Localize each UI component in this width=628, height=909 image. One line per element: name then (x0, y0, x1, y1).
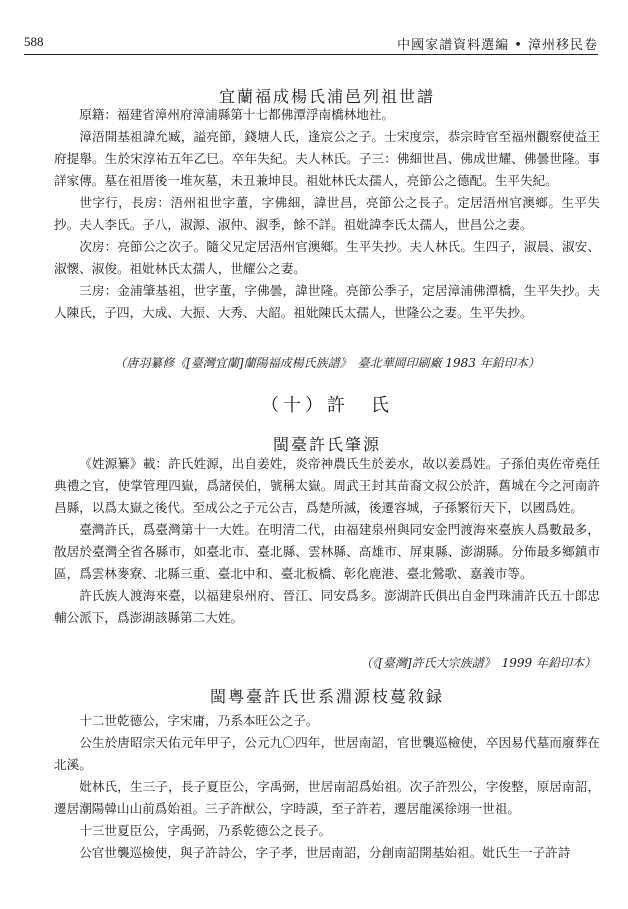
paragraph: 十三世夏臣公，字禹弼，乃系乾德公之長子。 (79, 823, 332, 838)
chapter-heading-block (54, 391, 600, 417)
section-yang-body (54, 104, 600, 324)
paragraph: 臺灣許氏，爲臺灣第十一大姓。在明清二代，由福建泉州與同安金門渡海來臺族人爲數最多，散居於臺灣全省各縣市，如臺北市、臺北縣、雲林縣、高雄市、屏東縣、澎湖縣。分佈最多鄉鎮市區，爲雲林麥寮、北縣三重、臺北中和、臺北板橋、彰化鹿港、臺北鶯歌、嘉義市等。 (54, 522, 600, 581)
section-xu-lineage-title (54, 684, 600, 707)
paragraph: 《姓源纂》載：許氏姓源，出自姜姓，炎帝神農氏生於姜水，故以姜爲姓。子孫伯夷佐帝堯任典禮之官，使掌管理四嶽，爲諸侯伯，號稱太嶽。周武王封其苗裔文叔公於許，舊城在今之河南許昌縣，以爲太嶽之後代。至成公之子元公吉，爲楚所滅，後遷容城，子孫繁衍天下，以國爲姓。 (54, 456, 600, 515)
paragraph: 許氏族人渡海來臺，以福建泉州府、晉江、同安爲多。澎湖許氏俱出自金門珠浦許氏五十郎忠輔公派下，爲澎湖該縣第二大姓。 (54, 588, 600, 625)
section-xu-origin-title (54, 432, 600, 455)
book-title: 中國家譜資料選編 • 漳州移民卷 (397, 38, 598, 53)
paragraph: 公生於唐昭宗天佑元年甲子，公元九〇四年，世居南詔，官世襲巡檢使，卒因易代墓而廢葬在北溪。 (54, 735, 600, 772)
paragraph: 三房：金浦肇基祖，世字董，字佛曇，諱世隆。亮節公季子，定居漳浦佛潭橋，生平失抄。夫人陳氏，子四，大成、大振、大秀、大韶。祖妣陳氏太孺人，世隆公之妻。生平失抄。 (54, 283, 600, 320)
section-xu-lineage-body (54, 710, 600, 864)
source-citation: （唐羽纂修《[臺灣宜蘭]蘭陽福成楊氏族譜》 臺北華岡印刷廠 1983 年鉛印本） (114, 356, 540, 370)
section-title: 宜蘭福成楊氏浦邑列祖世譜 (218, 87, 435, 106)
page-number: 588 (24, 34, 44, 49)
paragraph: 妣林氏，生三子，長子夏臣公，字禹弼，世居南詔爲始祖。次子許烈公，字俊整，原居南詔，遷居潮陽韓山山前爲始祖。三子許猷公，字時謨，至子許若，遷居龍溪徐翊一世祖。 (54, 779, 600, 816)
running-header (24, 28, 598, 55)
paragraph: 次房：亮節公之次子。隨父兄定居浯州官澳鄉。生平失抄。夫人林氏。生四子，淑晨、淑安、淑懷、淑俊。祖妣林氏太孺人，世耀公之妻。 (54, 239, 600, 276)
section-xu-origin-body (54, 453, 600, 629)
section-title: 閩臺許氏肇源 (272, 435, 381, 454)
section-title: 閩粵臺許氏世系淵源枝蔓敘録 (209, 687, 444, 706)
paragraph: 十二世乾德公，字宋庸，乃系本旺公之子。 (79, 713, 319, 728)
paragraph: 原籍：福建省漳州府漳浦縣第十七都佛潭浮南橋林地社。 (79, 107, 395, 122)
source-citation: （《[臺灣]許氏大宗族譜》 1999 年鉛印本） (360, 656, 596, 670)
paragraph: 世字行，長房：浯州祖世字董，字佛細，諱世昌，亮節公之長子。定居浯州官澳鄉。生平失抄。夫人李氏。子八，淑源、淑仲、淑季，餘不詳。祖妣諱李氏太孺人，世昌公之妻。 (54, 195, 600, 232)
paragraph: 公官世襲巡檢使，與子許詩公，字子孝，世居南詔，分創南詔開基始祖。妣氏生一子許詩 (79, 845, 571, 860)
source-citation-yang (54, 354, 600, 371)
source-citation-xu (54, 654, 600, 671)
chapter-title: （十）許 氏 (261, 395, 393, 416)
paragraph: 漳浯開基祖諱允臧，謚亮節，錢塘人氏，逢宸公之子。士宋度宗，恭宗時官至福州觀察使益王府提舉。生於宋淳祐五年乙巳。卒年失紀。夫人林氏。子三：佛細世昌、佛成世耀、佛曇世隆。事詳家傳。墓在祖厝後一堆灰墓，未丑兼坤艮。祖妣林氏太孺人，亮節公之德配。生平失紀。 (54, 129, 600, 188)
